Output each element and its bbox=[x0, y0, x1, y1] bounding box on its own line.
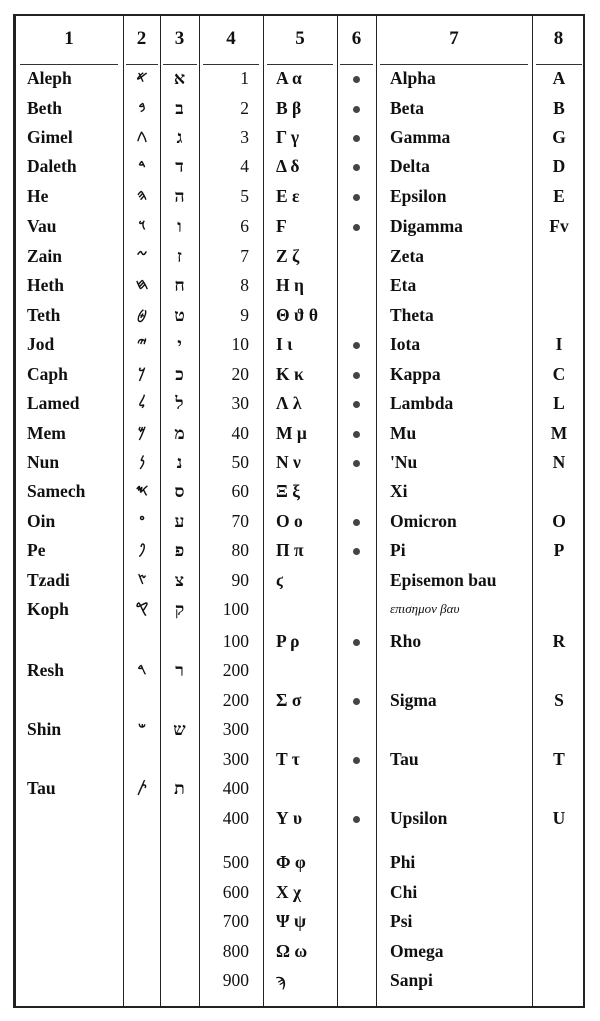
phoenician-letter: 𐤑 bbox=[137, 572, 147, 588]
numeric-value: 40 bbox=[231, 423, 249, 443]
hebrew-name: Shin bbox=[27, 719, 62, 739]
hebrew-name: Mem bbox=[27, 423, 66, 443]
greek-letter: Ζ ζ bbox=[276, 246, 300, 266]
phoenician-letter: 𐤁 bbox=[138, 100, 146, 116]
phoenician-letter: 𐤀 bbox=[136, 70, 148, 86]
greek-name: Omicron bbox=[390, 511, 457, 531]
numeric-value: 300 bbox=[222, 719, 249, 739]
hebrew-letter: ז bbox=[177, 246, 182, 266]
phoenician-letter: 𐤈 bbox=[137, 307, 147, 323]
numeric-value: 700 bbox=[222, 911, 249, 931]
greek-name: Omega bbox=[390, 941, 444, 961]
phoenician-letter: 𐤌 bbox=[137, 425, 147, 441]
phoenician-letter: 𐤂 bbox=[136, 129, 148, 145]
bullet-dot-icon bbox=[337, 393, 376, 413]
numeric-value: 80 bbox=[231, 540, 249, 560]
numeric-value: 70 bbox=[231, 511, 249, 531]
greek-letter: Β β bbox=[276, 98, 302, 118]
greek-letter: Γ γ bbox=[276, 127, 300, 147]
numeric-value: 9 bbox=[240, 305, 249, 325]
numeric-value: 800 bbox=[222, 941, 249, 961]
phoenician-letter: 𐤓 bbox=[137, 662, 147, 678]
greek-letter: Ε ε bbox=[276, 186, 300, 206]
hebrew-letter: ה bbox=[174, 186, 185, 206]
hebrew-name: Caph bbox=[27, 364, 68, 384]
numeric-value: 7 bbox=[240, 246, 249, 266]
numeric-value: 200 bbox=[222, 660, 249, 680]
hebrew-name: Gimel bbox=[27, 127, 73, 147]
bullet-dot-icon bbox=[337, 98, 376, 118]
bullet-dot-icon bbox=[337, 540, 376, 560]
latin-letter: M bbox=[550, 423, 568, 443]
greek-letter: Ι ι bbox=[276, 334, 293, 354]
phoenician-letter: 𐤒 bbox=[135, 601, 149, 617]
greek-name: Phi bbox=[390, 852, 416, 872]
greek-name: Episemon bau bbox=[390, 570, 497, 590]
hebrew-letter: י bbox=[177, 334, 182, 354]
hebrew-name: Tau bbox=[27, 778, 56, 798]
bullet-dot-icon bbox=[337, 334, 376, 354]
latin-letter: R bbox=[552, 631, 566, 651]
latin-letter: O bbox=[552, 511, 566, 531]
hebrew-letter: ס bbox=[174, 481, 185, 501]
phoenician-letter: 𐤏 bbox=[139, 513, 145, 529]
bullet-dot-icon bbox=[337, 68, 376, 88]
latin-letter: A bbox=[552, 68, 566, 88]
hebrew-letter: ג bbox=[176, 127, 183, 147]
latin-letter: U bbox=[552, 808, 566, 828]
greek-letter: Π π bbox=[276, 540, 304, 560]
hebrew-name: Vau bbox=[27, 216, 57, 236]
numeric-value: 600 bbox=[222, 882, 249, 902]
bullet-dot-icon bbox=[337, 808, 376, 828]
greek-letter: Ω ω bbox=[276, 941, 308, 961]
greek-letter: Ο ο bbox=[276, 511, 303, 531]
numeric-value: 400 bbox=[222, 778, 249, 798]
hebrew-name: Daleth bbox=[27, 156, 77, 176]
numeric-value: 900 bbox=[222, 970, 249, 990]
latin-letter: C bbox=[552, 364, 566, 384]
hebrew-name: Jod bbox=[27, 334, 55, 354]
phoenician-letter: 𐤍 bbox=[139, 454, 145, 470]
greek-letter: Τ τ bbox=[276, 749, 300, 769]
greek-name: Beta bbox=[390, 98, 425, 118]
hebrew-letter: פ bbox=[174, 540, 185, 560]
greek-letter: Ν ν bbox=[276, 452, 301, 472]
hebrew-letter: ב bbox=[175, 98, 184, 118]
greek-name: Sanpi bbox=[390, 970, 433, 990]
greek-name: Digamma bbox=[390, 216, 463, 236]
greek-name: Tau bbox=[390, 749, 419, 769]
greek-letter: Μ μ bbox=[276, 423, 307, 443]
header-col-8: 8 bbox=[553, 28, 564, 49]
bullet-dot-icon bbox=[337, 127, 376, 147]
greek-letter: ϡ bbox=[276, 970, 286, 990]
greek-letter: Ξ ξ bbox=[276, 481, 301, 501]
latin-letter: Fv bbox=[549, 216, 569, 236]
hebrew-letter: ט bbox=[174, 305, 185, 325]
hebrew-name: Tzadi bbox=[27, 570, 70, 590]
bullet-dot-icon bbox=[337, 423, 376, 443]
phoenician-letter: 𐤃 bbox=[138, 158, 146, 174]
greek-name: Chi bbox=[390, 882, 418, 902]
numeric-value: 30 bbox=[231, 393, 249, 413]
hebrew-letter: ע bbox=[174, 511, 185, 531]
greek-name: Rho bbox=[390, 631, 422, 651]
hebrew-letter: ו bbox=[177, 216, 182, 236]
greek-letter: Λ λ bbox=[276, 393, 302, 413]
phoenician-letter: 𐤆 bbox=[136, 248, 148, 264]
hebrew-letter: ד bbox=[175, 156, 184, 176]
numeric-value: 6 bbox=[240, 216, 249, 236]
greek-name: Xi bbox=[390, 481, 408, 501]
numeric-value: 2 bbox=[240, 98, 249, 118]
greek-letter: Ψ ψ bbox=[276, 911, 307, 931]
bullet-dot-icon bbox=[337, 156, 376, 176]
latin-letter: D bbox=[552, 156, 566, 176]
bullet-dot-icon bbox=[337, 690, 376, 710]
hebrew-letter: ת bbox=[174, 778, 185, 798]
phoenician-letter: 𐤊 bbox=[138, 366, 146, 382]
hebrew-letter: א bbox=[173, 68, 186, 88]
greek-letter: Σ σ bbox=[276, 690, 302, 710]
greek-name: Delta bbox=[390, 156, 430, 176]
numeric-value: 10 bbox=[231, 334, 249, 354]
numeric-value: 500 bbox=[222, 852, 249, 872]
bullet-dot-icon bbox=[337, 631, 376, 651]
hebrew-name: Lamed bbox=[27, 393, 80, 413]
greek-name: 'Nu bbox=[390, 452, 418, 472]
hebrew-name: Aleph bbox=[27, 68, 72, 88]
hebrew-name: Oin bbox=[27, 511, 56, 531]
hebrew-letter: ל bbox=[175, 393, 184, 413]
bullet-dot-icon bbox=[337, 749, 376, 769]
hebrew-name: Heth bbox=[27, 275, 64, 295]
greek-letter: Φ φ bbox=[276, 852, 306, 872]
hebrew-letter: צ bbox=[174, 570, 185, 590]
header-col-4: 4 bbox=[226, 28, 236, 49]
greek-name: Upsilon bbox=[390, 808, 448, 828]
hebrew-name: He bbox=[27, 186, 49, 206]
bullet-dot-icon bbox=[337, 511, 376, 531]
latin-letter: P bbox=[553, 540, 565, 560]
greek-name: Iota bbox=[390, 334, 421, 354]
hebrew-letter: ח bbox=[174, 275, 185, 295]
phoenician-letter: 𐤄 bbox=[136, 188, 148, 204]
phoenician-letter: 𐤕 bbox=[137, 780, 147, 796]
header-col-5: 5 bbox=[295, 28, 305, 49]
hebrew-letter: ק bbox=[174, 599, 185, 619]
hebrew-letter: מ bbox=[174, 423, 185, 443]
hebrew-letter: ר bbox=[175, 660, 184, 680]
numeric-value: 400 bbox=[222, 808, 249, 828]
column-divider bbox=[376, 14, 377, 1008]
greek-name: Zeta bbox=[390, 246, 425, 266]
greek-letter: ϛ bbox=[276, 570, 284, 590]
greek-name: Kappa bbox=[390, 364, 441, 384]
hebrew-name: Koph bbox=[27, 599, 69, 619]
hebrew-letter: כ bbox=[175, 364, 184, 384]
hebrew-name: Beth bbox=[27, 98, 62, 118]
greek-name: Theta bbox=[390, 305, 434, 325]
greek-name: Sigma bbox=[390, 690, 437, 710]
header-col-3: 3 bbox=[174, 28, 185, 49]
phoenician-letter: 𐤎 bbox=[135, 483, 149, 499]
header-col-1: 1 bbox=[64, 28, 74, 49]
numeric-value: 90 bbox=[231, 570, 249, 590]
phoenician-letter: 𐤇 bbox=[135, 277, 149, 293]
latin-letter: T bbox=[553, 749, 565, 769]
hebrew-name: Samech bbox=[27, 481, 86, 501]
greek-letter: Η η bbox=[276, 275, 304, 295]
latin-letter: S bbox=[554, 690, 564, 710]
header-col-2: 2 bbox=[136, 28, 147, 49]
numeric-value: 1 bbox=[240, 68, 249, 88]
numeric-value: 5 bbox=[240, 186, 249, 206]
phoenician-letter: 𐤉 bbox=[137, 336, 147, 352]
numeric-value: 60 bbox=[231, 481, 249, 501]
hebrew-name: Teth bbox=[27, 305, 61, 325]
latin-letter: B bbox=[553, 98, 565, 118]
greek-name: Mu bbox=[390, 423, 417, 443]
numeric-value: 300 bbox=[222, 749, 249, 769]
header-col-7: 7 bbox=[449, 28, 459, 49]
numeric-value: 100 bbox=[222, 631, 249, 651]
greek-letter: Χ χ bbox=[276, 882, 302, 902]
latin-letter: N bbox=[552, 452, 566, 472]
hebrew-letter: נ bbox=[176, 452, 183, 472]
latin-letter: E bbox=[553, 186, 565, 206]
header-col-6: 6 bbox=[351, 28, 362, 49]
hebrew-name: Resh bbox=[27, 660, 64, 680]
bullet-dot-icon bbox=[337, 364, 376, 384]
latin-letter: I bbox=[555, 334, 563, 354]
greek-letter: Ϝ bbox=[276, 216, 287, 236]
greek-name: Epsilon bbox=[390, 186, 447, 206]
phoenician-letter: 𐤐 bbox=[138, 542, 146, 558]
phoenician-letter: 𐤋 bbox=[138, 395, 146, 411]
greek-letter: Κ κ bbox=[276, 364, 304, 384]
numeric-value: 50 bbox=[231, 452, 249, 472]
greek-name: Gamma bbox=[390, 127, 451, 147]
numeric-value: 4 bbox=[240, 156, 249, 176]
phoenician-letter: 𐤅 bbox=[138, 218, 146, 234]
greek-letter: Θ ϑ θ bbox=[276, 305, 318, 325]
bullet-dot-icon bbox=[337, 186, 376, 206]
greek-name: επισημον βαυ bbox=[390, 601, 460, 616]
greek-letter: Υ υ bbox=[276, 808, 303, 828]
column-divider bbox=[263, 14, 264, 1008]
hebrew-name: Nun bbox=[27, 452, 60, 472]
hebrew-name: Pe bbox=[27, 540, 46, 560]
latin-letter: L bbox=[553, 393, 565, 413]
bullet-dot-icon bbox=[337, 216, 376, 236]
numeric-value: 100 bbox=[222, 599, 249, 619]
numeric-value: 200 bbox=[222, 690, 249, 710]
phoenician-letter: 𐤔 bbox=[138, 721, 146, 737]
greek-name: Lambda bbox=[390, 393, 454, 413]
greek-letter: Δ δ bbox=[276, 156, 300, 176]
numeric-value: 20 bbox=[231, 364, 249, 384]
greek-name: Psi bbox=[390, 911, 413, 931]
bullet-dot-icon bbox=[337, 452, 376, 472]
greek-letter: Ρ ρ bbox=[276, 631, 300, 651]
greek-name: Pi bbox=[390, 540, 406, 560]
numeric-value: 8 bbox=[240, 275, 249, 295]
greek-name: Eta bbox=[390, 275, 417, 295]
latin-letter: G bbox=[552, 127, 566, 147]
greek-letter: Α α bbox=[276, 68, 302, 88]
greek-name: Alpha bbox=[390, 68, 436, 88]
numeric-value: 3 bbox=[240, 127, 249, 147]
hebrew-name: Zain bbox=[27, 246, 63, 266]
hebrew-letter: ש bbox=[173, 719, 186, 739]
